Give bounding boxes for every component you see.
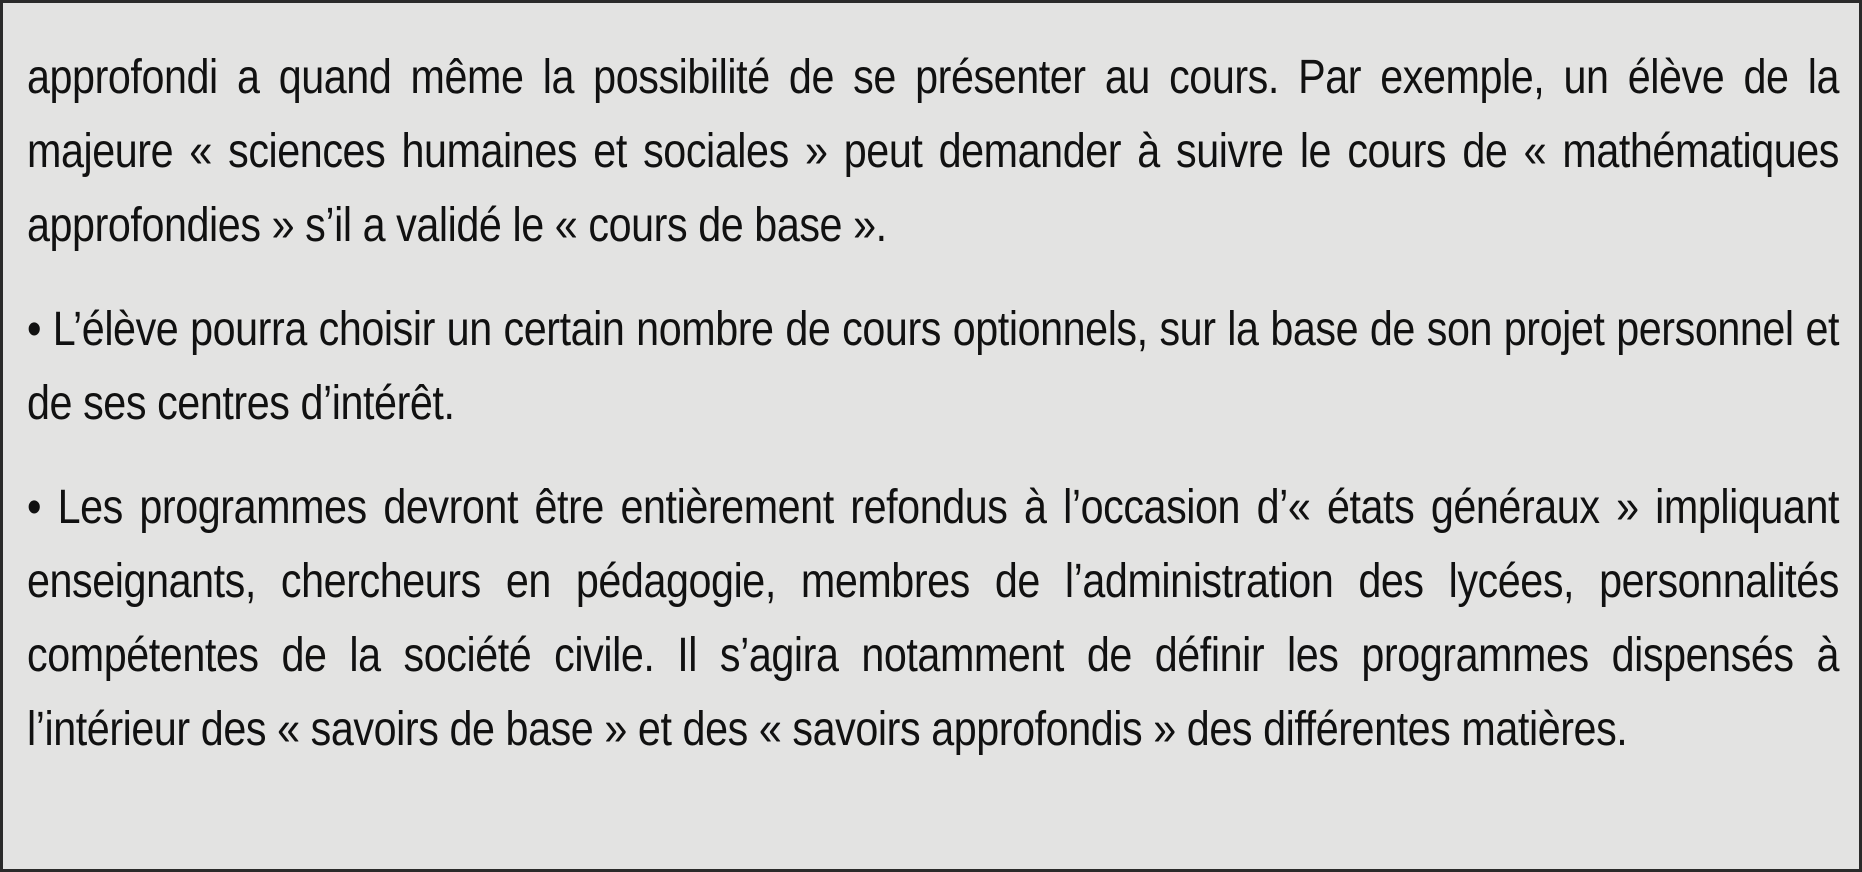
paragraph-optional-courses: • L’élève pourra choisir un certain nombre de cours optionnels, sur la base de son projet personnel et de ses centres d’intérêt.	[27, 303, 1840, 430]
text-body	[27, 41, 1839, 767]
paragraph-programs-reform: • Les programmes devront être entièrement refondus à l’occasion d’« états généraux » impliquant enseignants, chercheurs en pédagogie, membres de l’administration des lycées, personnalités compétentes de la société civile. Il s’agira notamment de définir les programmes dispensés à l’intérieur des « savoirs de base » et des « savoirs approfondis » des différentes matières.	[27, 481, 1840, 756]
paragraph-continuation: approfondi a quand même la possibilité de se présenter au cours. Par exemple, un élève de la majeure « sciences humaines et sociales » peut demander à suivre le cours de « mathématiques approfondies » s’il a validé le « cours de base ».	[27, 51, 1840, 252]
